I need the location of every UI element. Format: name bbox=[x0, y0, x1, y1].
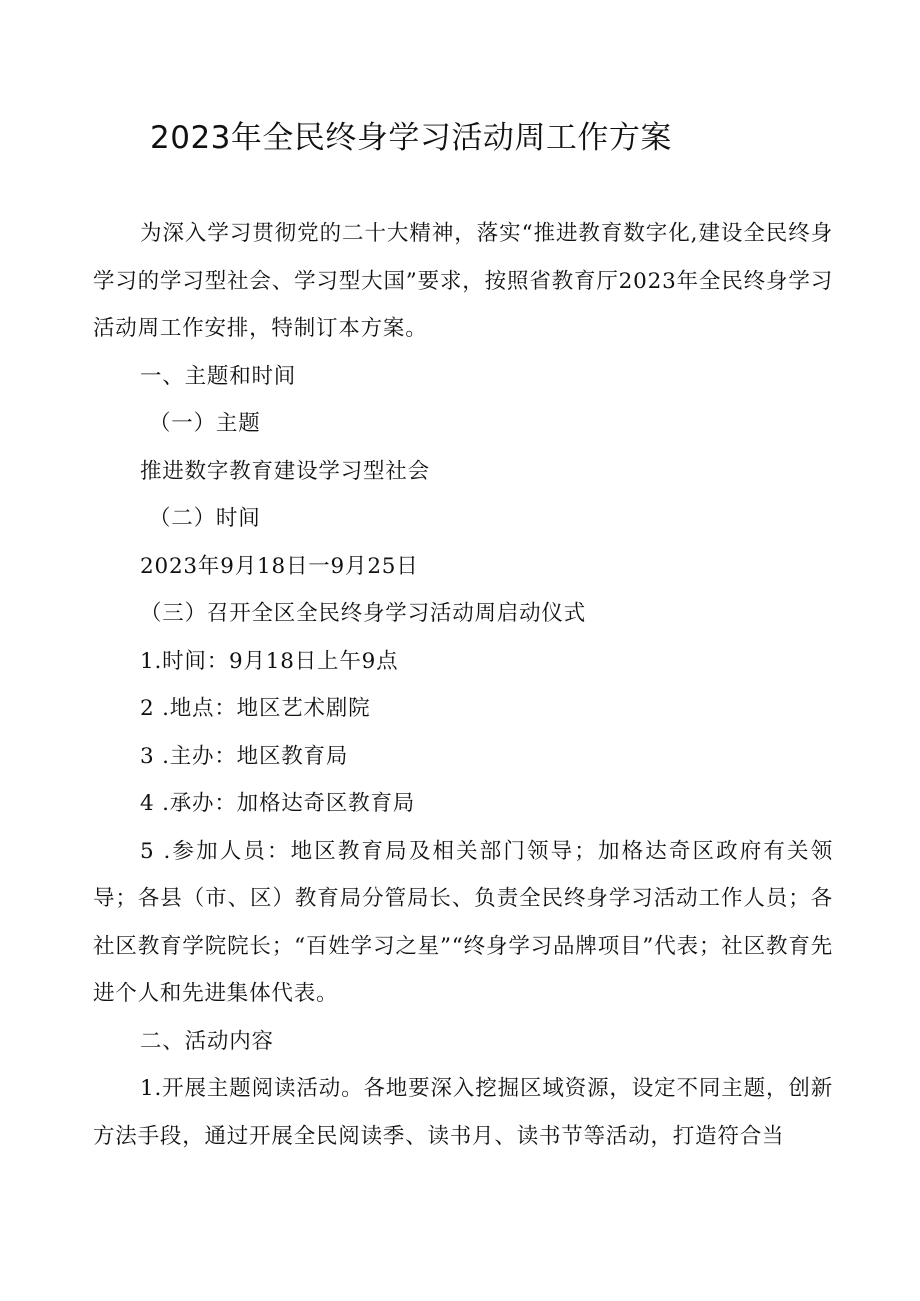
ceremony-item-organizer: 4 .承办：加格达奇区教育局 bbox=[140, 791, 416, 816]
theme-text: 推进数字教育建设学习型社会 bbox=[140, 458, 430, 484]
activity-item-reading: 1.开展主题阅读活动。各地要深入挖掘区域资源，设定不同主题，创新方法手段，通过开展全民阅读季、读书月、读书节等活动，打造符合当 bbox=[93, 1076, 833, 1149]
section-heading-activities: 二、活动内容 bbox=[140, 1028, 274, 1054]
intro-paragraph: 为深入学习贯彻党的二十大精神，落实“推进教育数字化,建设全民终身学习的学习型社会、学习型大国”要求，按照省教育厅2023年全民终身学习活动周工作安排，特制订本方案。 bbox=[93, 221, 833, 341]
subheading-theme: （一）主题 bbox=[149, 411, 261, 436]
subheading-ceremony: （三）召开全区全民终身学习活动周启动仪式 bbox=[140, 601, 587, 626]
ceremony-item-host: 3 .主办：地区教育局 bbox=[140, 743, 349, 769]
subheading-time: （二）时间 bbox=[149, 506, 261, 531]
ceremony-item-time: 1.时间：9月18日上午9点 bbox=[140, 648, 399, 674]
document-title: 2023年全民终身学习活动周工作方案 bbox=[150, 120, 672, 156]
section-heading-theme-time: 一、主题和时间 bbox=[140, 363, 297, 389]
ceremony-item-location: 2 .地点：地区艺术剧院 bbox=[140, 696, 371, 721]
document-body bbox=[93, 210, 833, 1160]
ceremony-item-participants: 5 .参加人员：地区教育局及相关部门领导；加格达奇区政府有关领导；各县（市、区）教育局分管局长、负责全民终身学习活动工作人员；各社区教育学院院长；“百姓学习之星”“终身学习品牌项目”代表；社区教育先进个人和先进集体代表。 bbox=[93, 838, 833, 1006]
time-text: 2023年9月18日一9月25日 bbox=[140, 553, 419, 579]
